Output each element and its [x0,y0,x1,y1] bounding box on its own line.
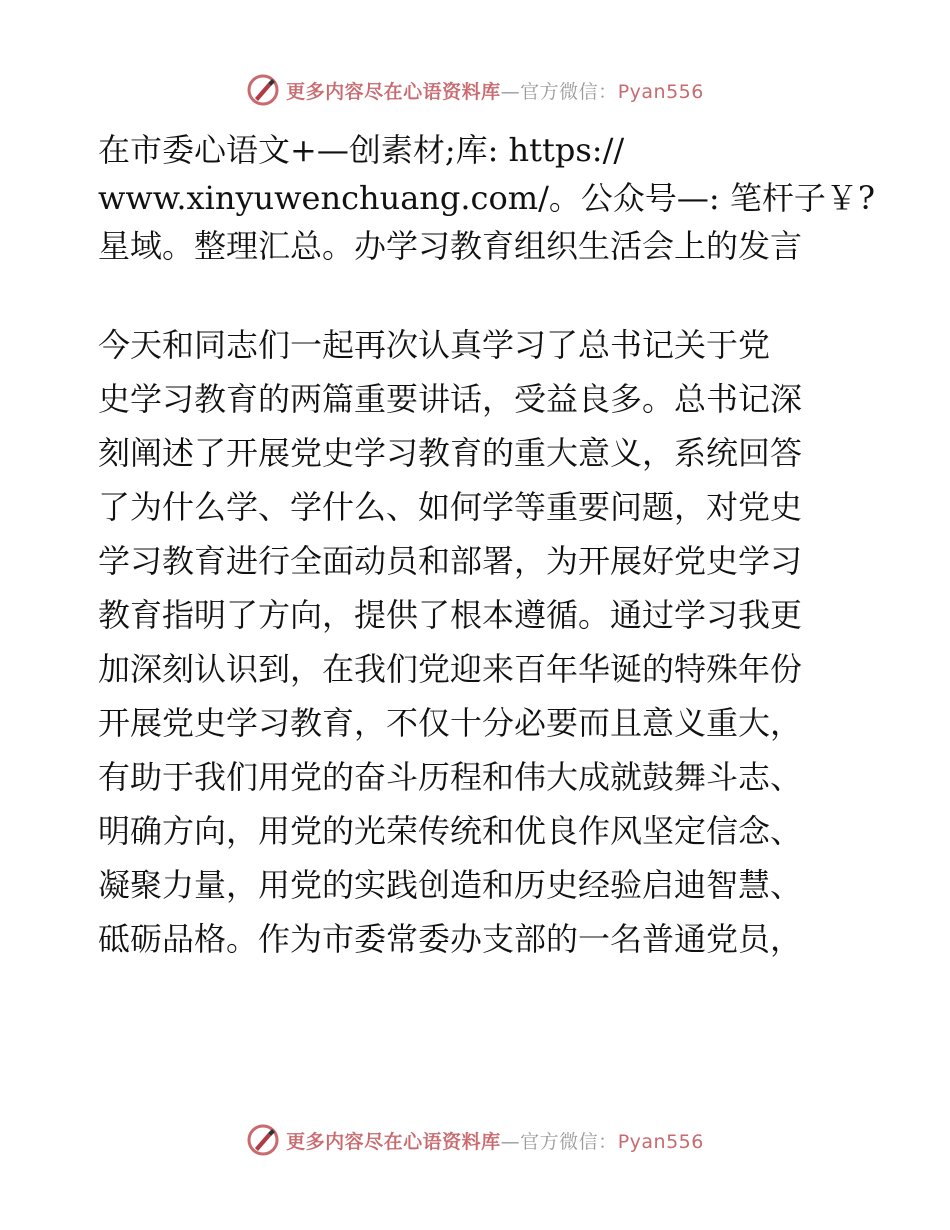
intro-line: 在市委心语文+—创素材;库: https:// [98,131,625,169]
banner-separator: — [500,1130,521,1153]
paragraph-line: 凝聚力量，用党的实践创造和历史经验启迪智慧、 [98,866,803,904]
banner-wechat-label: 官方微信： [520,80,618,103]
banner-separator: — [500,80,521,103]
intro-text [98,126,875,270]
banner-main-text: 更多内容尽在心语资料库 [286,1130,501,1153]
intro-line: www.xinyuwenchuang.com/。公众号—: 笔杆子￥? [98,179,875,217]
banner-wechat-label: 官方微信： [520,1130,618,1153]
banner-wechat-id: Pyan556 [617,80,704,103]
paragraph-line: 史学习教育的两篇重要讲话，受益良多。总书记深 [98,380,803,418]
paragraph-line: 明确方向，用党的光荣传统和优良作风坚定信念、 [98,812,803,850]
footer-banner [0,1120,950,1160]
paragraph-line: 学习教育进行全面动员和部署，为开展好党史学习 [98,542,803,580]
banner-main-text: 更多内容尽在心语资料库 [286,80,501,103]
paragraph-line: 有助于我们用党的奋斗历程和伟大成就鼓舞斗志、 [98,758,803,796]
banner-text [286,1127,704,1154]
paragraph-line: 教育指明了方向，提供了根本遵循。通过学习我更 [98,596,803,634]
header-banner [0,70,950,110]
body-paragraph [98,318,858,966]
paragraph-line: 刻阐述了开展党史学习教育的重大意义，系统回答 [98,434,803,472]
paragraph-line: 加深刻认识到，在我们党迎来百年华诞的特殊年份 [98,650,803,688]
paragraph-line: 今天和同志们一起再次认真学习了总书记关于党 [98,326,771,364]
intro-line: 星域。整理汇总。办学习教育组织生活会上的发言 [98,227,803,265]
pen-logo-icon [246,73,280,107]
banner-text [286,77,704,104]
banner-wechat-id: Pyan556 [617,1130,704,1153]
paragraph-line: 了为什么学、学什么、如何学等重要问题，对党史 [98,488,803,526]
paragraph-line: 砥砺品格。作为市委常委办支部的一名普通党员， [98,920,803,958]
pen-logo-icon [246,1123,280,1157]
paragraph-line: 开展党史学习教育，不仅十分必要而且意义重大， [98,704,803,742]
